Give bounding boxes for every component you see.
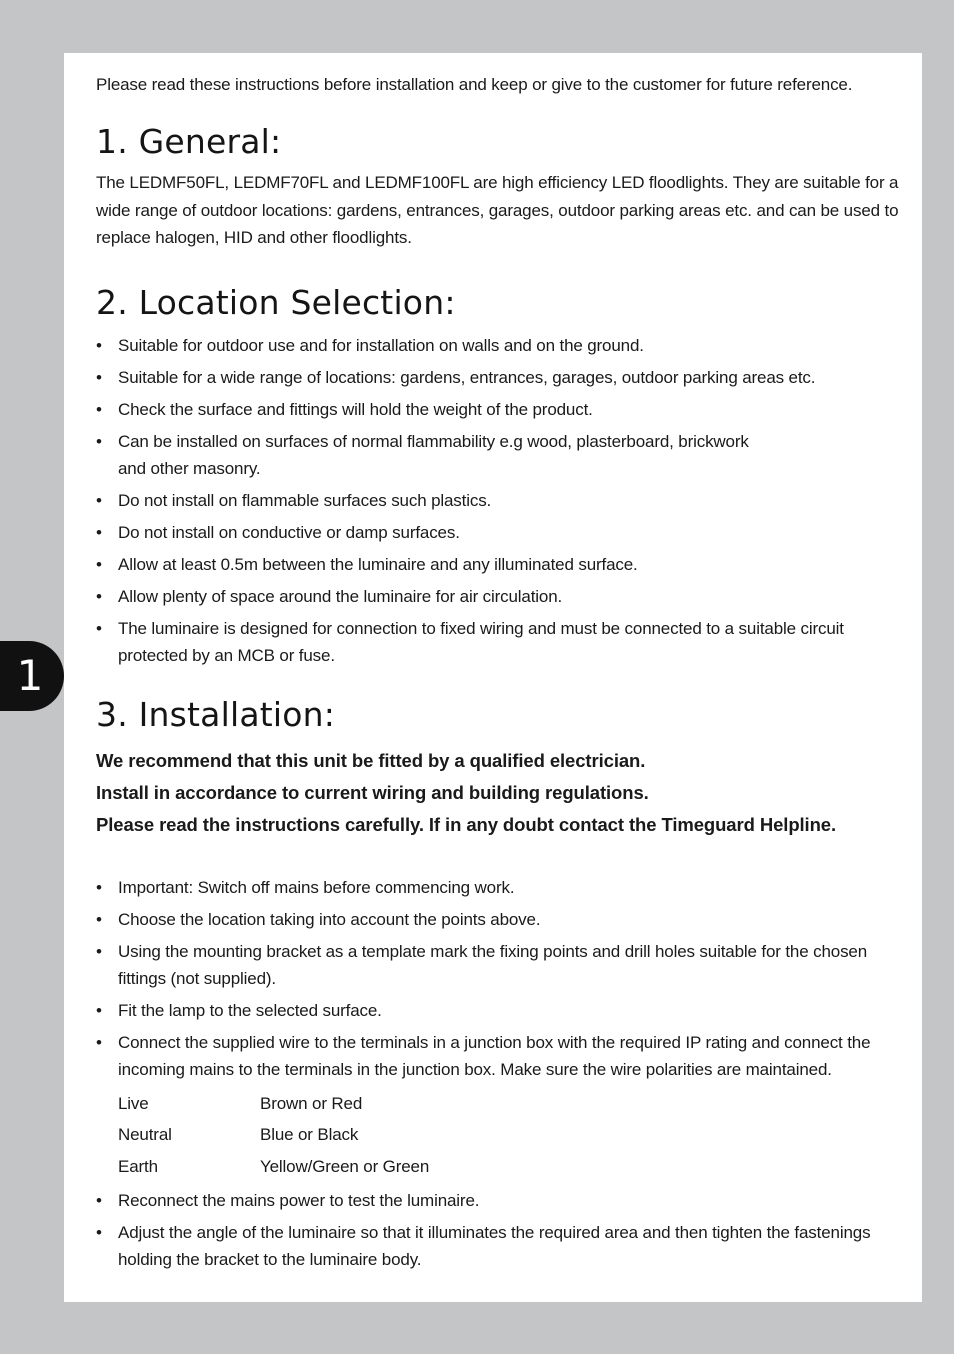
- heading-installation: 3. Installation:: [96, 694, 336, 734]
- list-item: • Adjust the angle of the luminaire so that it illuminates the required area and then tighten the fastenings holding the bracket to the luminaire body.: [96, 1219, 902, 1273]
- list-item: • Do not install on flammable surfaces such plastics.: [96, 487, 902, 514]
- wire-colour: Yellow/Green or Green: [260, 1156, 430, 1176]
- list-item: • Allow at least 0.5m between the luminaire and any illuminated surface.: [96, 551, 902, 578]
- list-item: • Using the mounting bracket as a template mark the fixing points and drill holes suitable for the chosen fittings (not supplied).: [96, 938, 902, 992]
- location-list: [96, 332, 902, 669]
- bullet-icon: •: [96, 1032, 102, 1052]
- wire-name: Earth: [118, 1156, 158, 1176]
- page-number-tab: 1: [0, 641, 64, 711]
- list-item: • Connect the supplied wire to the terminals in a junction box with the required IP rating and connect the incoming mains to the terminals in the junction box. Make sure the wire polarities are maintained. Live Brown or Red Neutral Blue or Black Earth Yellow/Green or Green: [96, 1029, 902, 1183]
- bullet-icon: •: [96, 1000, 102, 1020]
- table-row: [118, 1088, 429, 1120]
- list-item: • Important: Switch off mains before commencing work.: [96, 874, 902, 901]
- list-item: • Do not install on conductive or damp surfaces.: [96, 519, 902, 546]
- bullet-icon: •: [96, 399, 102, 419]
- document-page: [64, 53, 922, 1302]
- list-item: • Reconnect the mains power to test the luminaire.: [96, 1187, 902, 1214]
- general-paragraph: The LEDMF50FL, LEDMF70FL and LEDMF100FL are high efficiency LED floodlights. They are suitable for a wide range of outdoor locations: gardens, entrances, garages, outdoor parking areas etc. and can be used to replace halogen, HID and other floodlights.: [96, 173, 899, 247]
- list-item: • Can be installed on surfaces of normal flammability e.g wood, plasterboard, brickwork and other masonry.: [96, 428, 902, 482]
- warning-line: We recommend that this unit be fitted by a qualified electrician.: [96, 749, 646, 771]
- wire-name: Neutral: [118, 1125, 172, 1144]
- bullet-icon: •: [96, 909, 102, 929]
- page-content: [96, 73, 902, 1273]
- bullet-icon: •: [96, 586, 102, 606]
- heading-general: 1. General:: [96, 122, 282, 161]
- list-item: • Fit the lamp to the selected surface.: [96, 997, 902, 1024]
- wire-colour: Blue or Black: [260, 1125, 359, 1144]
- list-item: • Suitable for outdoor use and for installation on walls and on the ground.: [96, 332, 902, 359]
- list-item: • The luminaire is designed for connection to fixed wiring and must be connected to a suitable circuit protected by an MCB or fuse.: [96, 615, 902, 669]
- intro-text: Please read these instructions before installation and keep or give to the customer for future reference.: [96, 75, 853, 94]
- bullet-icon: •: [96, 877, 102, 897]
- wire-name: Live: [118, 1093, 149, 1113]
- bullet-icon: •: [96, 335, 102, 355]
- bullet-icon: •: [96, 554, 102, 574]
- bullet-icon: •: [96, 490, 102, 510]
- bullet-icon: •: [96, 1223, 102, 1242]
- wire-colour: Brown or Red: [260, 1093, 363, 1113]
- bullet-icon: •: [96, 522, 102, 542]
- bullet-icon: •: [96, 431, 102, 451]
- warning-line: Please read the instructions carefully. If in any doubt contact the Timeguard Helpline.: [96, 813, 837, 835]
- list-item: • Allow plenty of space around the luminaire for air circulation.: [96, 583, 902, 610]
- table-row: [118, 1119, 429, 1151]
- installation-list: [96, 874, 902, 1274]
- installation-warnings: [96, 745, 902, 841]
- list-item: • Choose the location taking into account the points above.: [96, 906, 902, 933]
- warning-line: Install in accordance to current wiring and building regulations.: [96, 781, 649, 803]
- table-row: [118, 1151, 429, 1183]
- bullet-icon: •: [96, 367, 102, 387]
- heading-location-selection: 2. Location Selection:: [96, 282, 456, 322]
- bullet-icon: •: [96, 1191, 102, 1210]
- bullet-icon: •: [96, 941, 102, 961]
- bullet-icon: •: [96, 618, 102, 638]
- list-item: • Suitable for a wide range of locations: gardens, entrances, garages, outdoor parking areas etc.: [96, 364, 902, 391]
- wire-colour-table: [118, 1088, 429, 1183]
- list-item: • Check the surface and fittings will hold the weight of the product.: [96, 396, 902, 423]
